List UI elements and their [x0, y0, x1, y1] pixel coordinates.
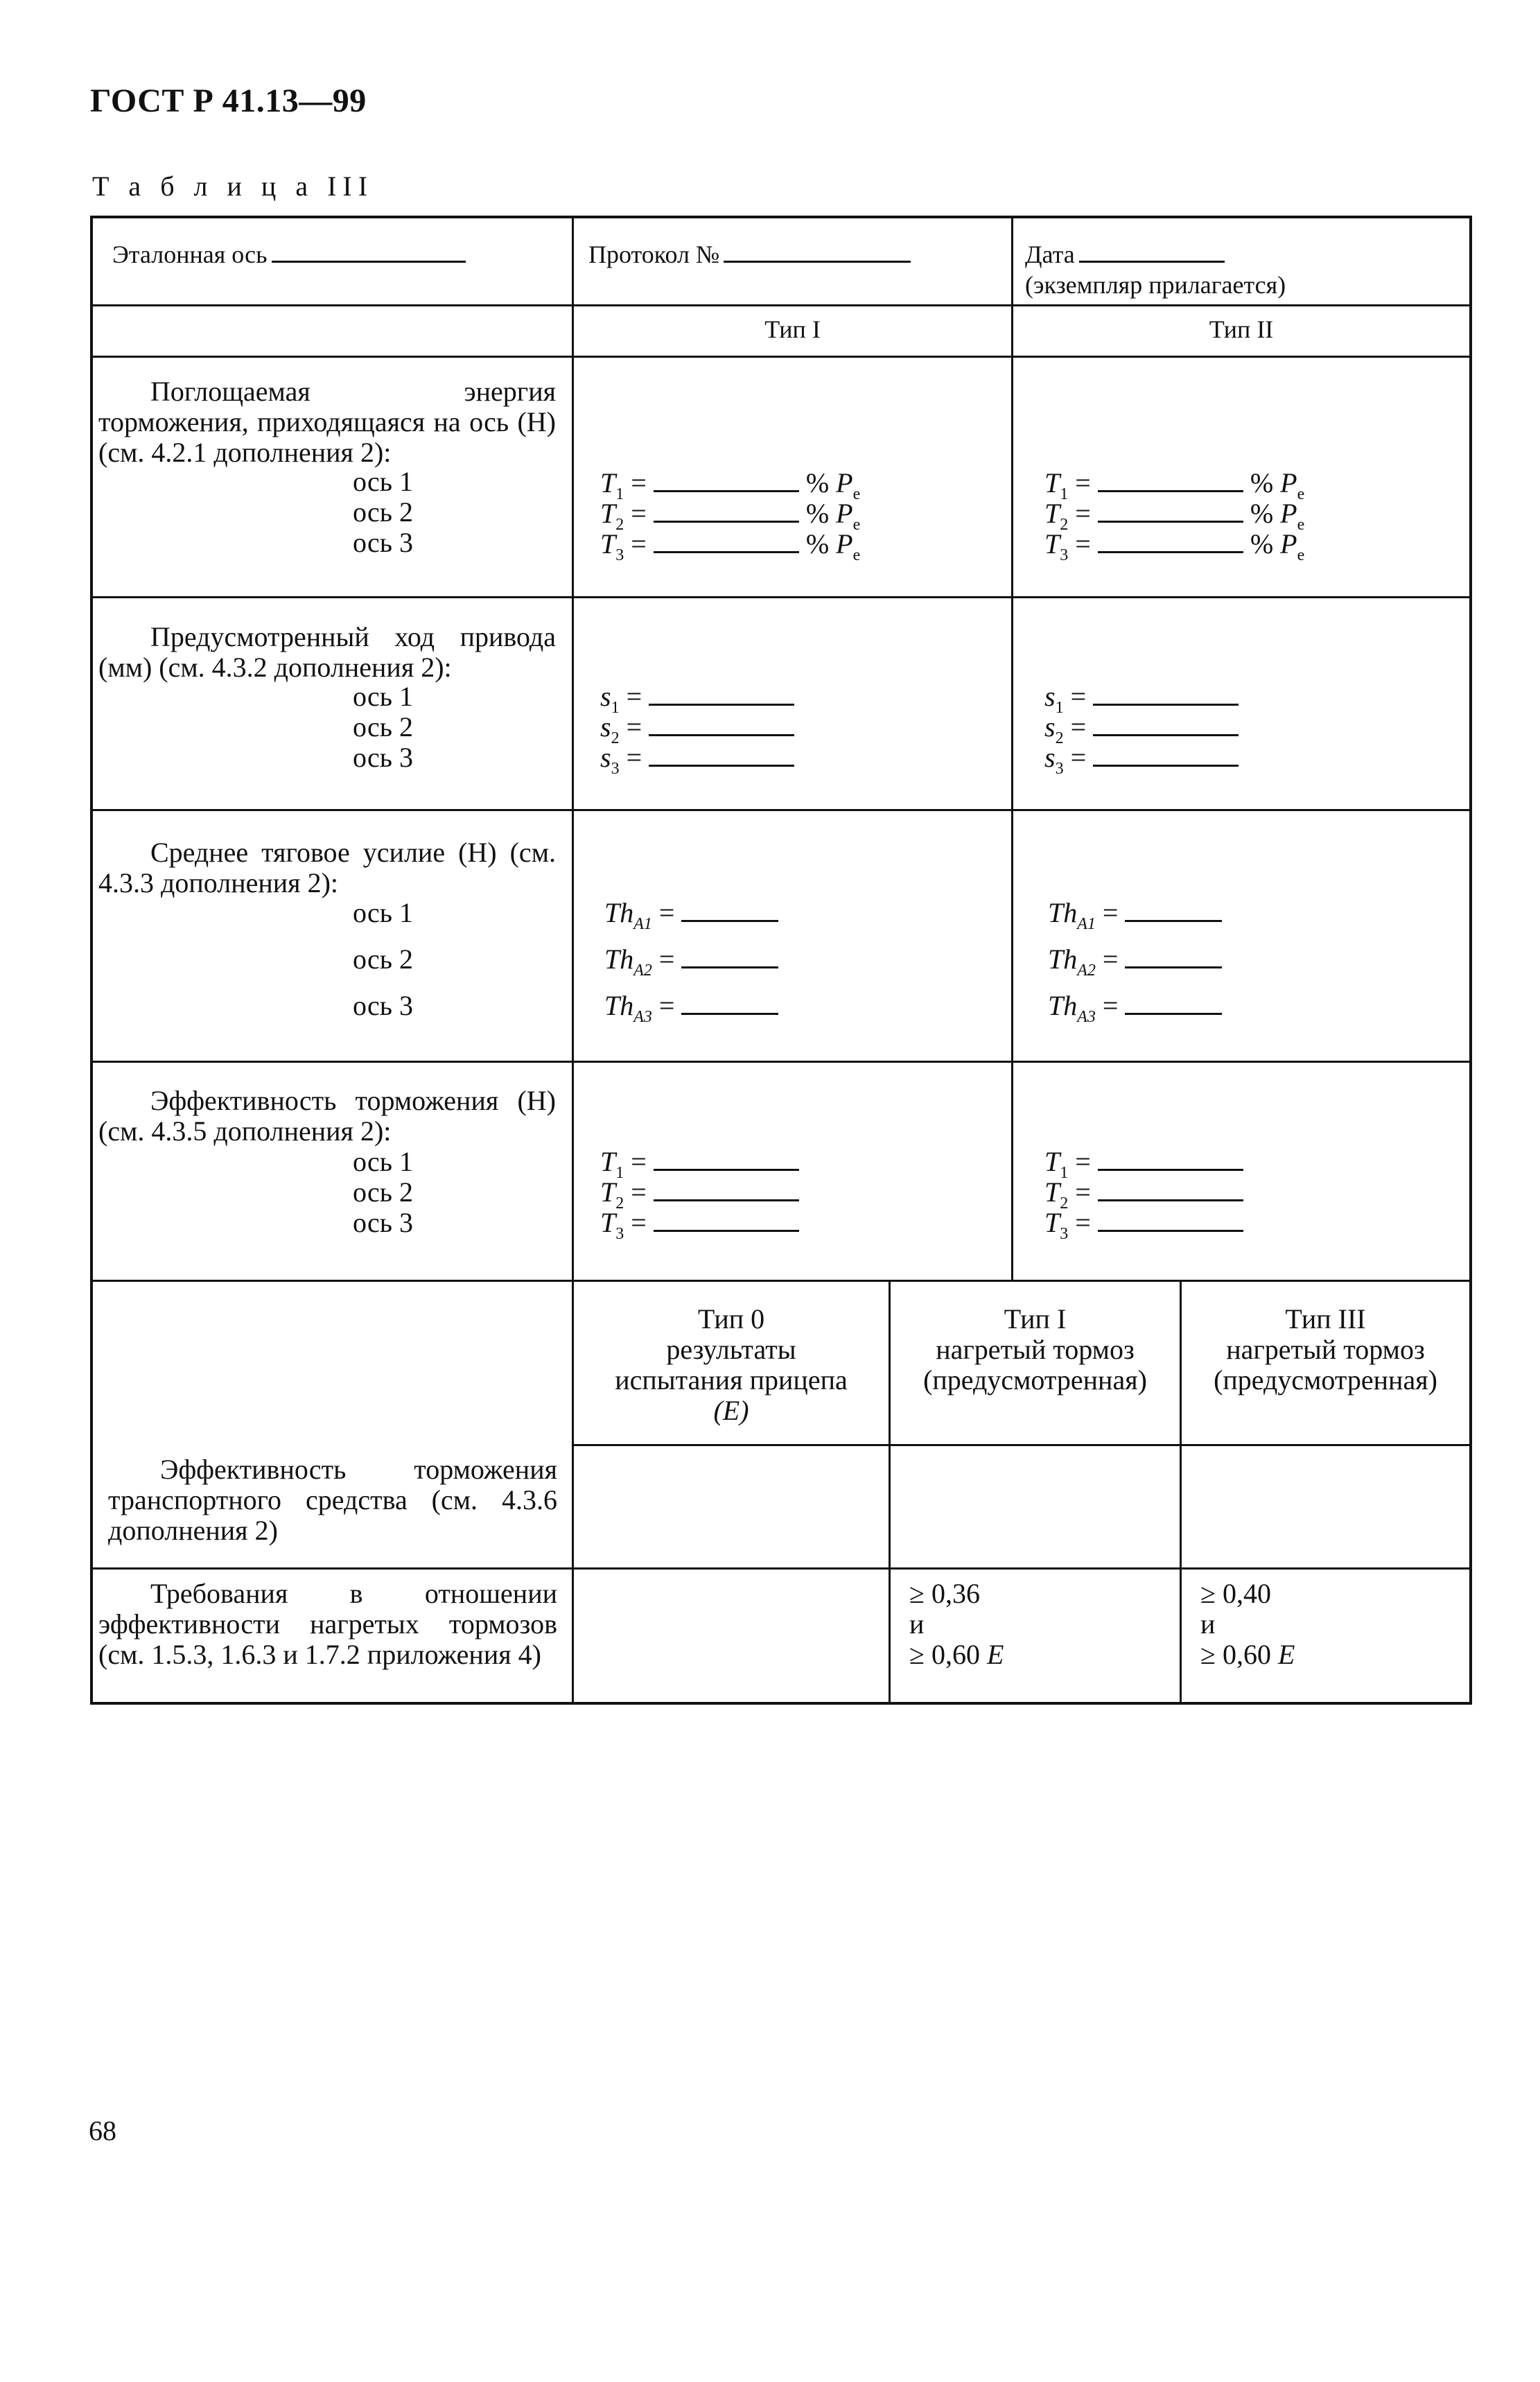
thrust-axis-1: ось 1 — [353, 897, 413, 928]
efficiency-t3-type1: $T_3$ = — [600, 1208, 806, 1249]
energy-label: Поглощаемая энергия торможения, приходящаяся на ось (Н) (см. 4.2.1 дополнения 2): — [98, 376, 556, 468]
type1-heated-header: Тип I нагретый тормоз (предусмотренная) — [923, 1303, 1147, 1396]
energy-axis-3: ось 3 — [353, 527, 413, 558]
req-type3: ≥ 0,40 и ≥ 0,60 E — [1200, 1578, 1295, 1670]
energy-t3-type2: $T_3$ = % $P_e$ — [1044, 528, 1305, 564]
stroke-s1-type1: $s_1$ = — [600, 681, 801, 723]
req-type1: ≥ 0,36 и ≥ 0,60 E — [909, 1578, 1004, 1670]
thrust-a3-type2: $Th_{A3}$ = — [1048, 991, 1229, 1032]
protocol-label: Протокол № — [588, 241, 720, 268]
date-label: Дата — [1025, 241, 1075, 268]
stroke-s1-type2: $s_1$ = — [1044, 681, 1245, 723]
stroke-s2-type1: $s_2$ = — [600, 712, 801, 754]
efficiency-axis-2: ось 2 — [353, 1176, 413, 1208]
stroke-s2-type2: $s_2$ = — [1044, 712, 1245, 754]
energy-t3-type1: $T_3$ = % $P_e$ — [600, 528, 861, 564]
fill-line — [1079, 240, 1225, 263]
table-rule — [573, 1444, 1469, 1446]
energy-axis-1: ось 1 — [353, 466, 413, 497]
stroke-axis-3: ось 3 — [353, 742, 413, 773]
table-rule — [93, 809, 1469, 811]
stroke-s3-type1: $s_3$ = — [600, 742, 801, 784]
thrust-a2-type2: $Th_{A2}$ = — [1048, 944, 1229, 986]
protocol-cell — [588, 239, 915, 270]
stroke-label: Предусмотренный ход привода (мм) (см. 4.3.2 дополнения 2): — [98, 621, 556, 683]
type3-heated-header: Тип III нагретый тормоз (предусмотренная) — [1214, 1303, 1437, 1396]
date-cell — [1025, 239, 1286, 300]
type2-header: Тип II — [1209, 315, 1274, 343]
fill-line — [272, 240, 466, 263]
table-rule — [93, 1280, 1469, 1282]
stroke-axis-2: ось 2 — [353, 711, 413, 742]
page-number: 68 — [89, 2115, 116, 2146]
energy-t1-type1: $T_1$ = % $P_e$ — [600, 467, 861, 503]
table-rule — [572, 218, 574, 1703]
table-rule — [93, 1567, 1469, 1570]
reference-axis-cell — [112, 239, 470, 270]
document-code: ГОСТ Р 41.13—99 — [90, 82, 367, 119]
energy-t1-type2: $T_1$ = % $P_e$ — [1044, 467, 1305, 503]
type1-header: Тип I — [764, 315, 821, 343]
energy-t2-type2: $T_2$ = % $P_e$ — [1044, 498, 1305, 534]
vehicle-efficiency-label: Эффективность торможения транспортного средства (см. 4.3.6 дополнения 2) — [108, 1454, 557, 1546]
table-rule — [93, 596, 1469, 598]
stroke-axis-1: ось 1 — [353, 681, 413, 712]
thrust-a2-type1: $Th_{A2}$ = — [604, 944, 785, 986]
thrust-a1-type1: $Th_{A1}$ = — [604, 898, 785, 939]
table-rule — [93, 1061, 1469, 1063]
efficiency-t1-type2: $T_1$ = — [1044, 1147, 1250, 1188]
thrust-a1-type2: $Th_{A1}$ = — [1048, 898, 1229, 939]
efficiency-axis-1: ось 1 — [353, 1146, 413, 1177]
requirements-label: Требования в отношении эффективности нагретых тормозов (см. 1.5.3, 1.6.3 и 1.7.2 приложения 4) — [98, 1578, 557, 1670]
type0-header: Тип 0 результаты испытания прицепа (E) — [615, 1303, 848, 1426]
energy-t2-type1: $T_2$ = % $P_e$ — [600, 498, 861, 534]
data-table — [90, 216, 1472, 1705]
efficiency-t3-type2: $T_3$ = — [1044, 1208, 1250, 1249]
reference-axis-label: Эталонная ось — [112, 241, 268, 268]
stroke-s3-type2: $s_3$ = — [1044, 742, 1245, 784]
table-caption: Т а б л и ц а III — [92, 171, 374, 202]
efficiency-t2-type1: $T_2$ = — [600, 1177, 806, 1219]
thrust-axis-3: ось 3 — [353, 990, 413, 1021]
table-rule — [1011, 218, 1013, 1281]
efficiency-t2-type2: $T_2$ = — [1044, 1177, 1250, 1219]
date-note: (экземпляр прилагается) — [1025, 271, 1286, 299]
fill-line — [724, 240, 911, 263]
efficiency-label: Эффективность торможения (Н) (см. 4.3.5 дополнения 2): — [98, 1085, 556, 1147]
thrust-label: Среднее тяговое усилие (Н) (см. 4.3.3 дополнения 2): — [98, 837, 556, 898]
efficiency-axis-3: ось 3 — [353, 1207, 413, 1238]
table-rule — [93, 304, 1469, 306]
thrust-axis-2: ось 2 — [353, 944, 413, 975]
energy-axis-2: ось 2 — [353, 496, 413, 528]
thrust-a3-type1: $Th_{A3}$ = — [604, 991, 785, 1032]
table-rule — [93, 356, 1469, 358]
efficiency-t1-type1: $T_1$ = — [600, 1147, 806, 1188]
